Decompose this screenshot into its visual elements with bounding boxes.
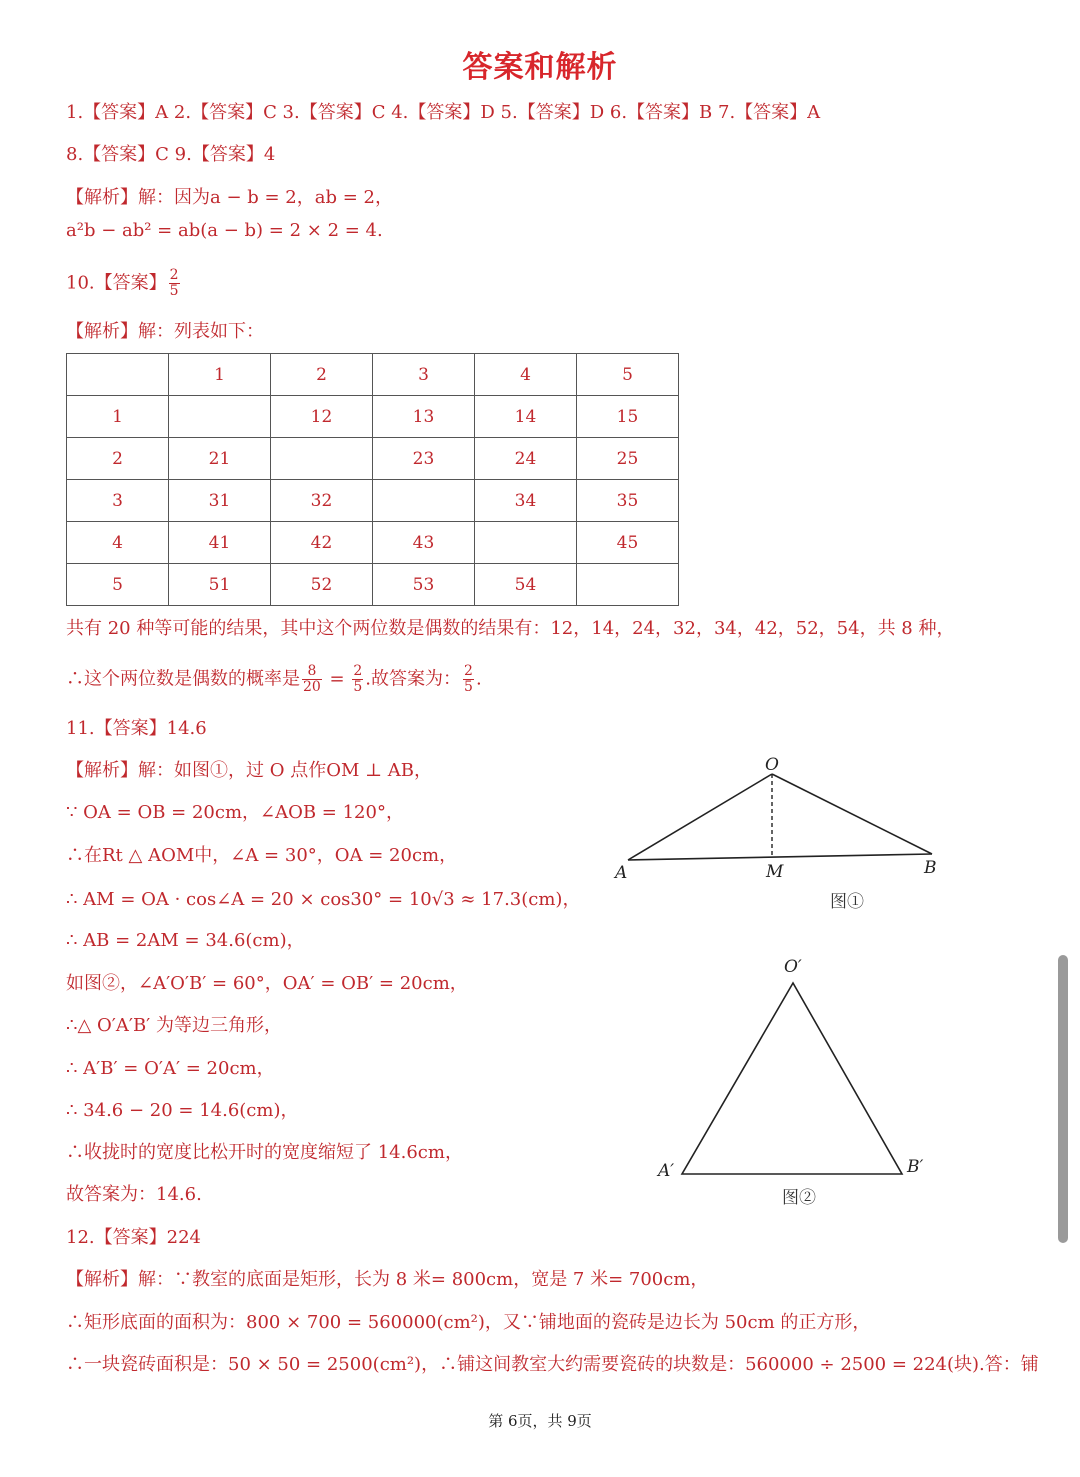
page-title: 答案和解析 (462, 50, 618, 85)
label-a: A (615, 863, 628, 883)
fraction-numerator: 8 (302, 664, 322, 680)
table-cell: 1 (67, 396, 169, 438)
segment-ab (628, 854, 932, 860)
fraction-denominator: 20 (303, 679, 321, 695)
table-cell: 1 (169, 354, 271, 396)
fraction-numerator: 2 (353, 663, 363, 679)
analysis-11-l3: ∴在Rt △ AOM中，∠A = 30°，OA = 20cm， (66, 845, 458, 866)
label-b: B (924, 858, 937, 878)
analysis-11-l9: ∴ 34.6 − 20 = 14.6(cm)， (66, 1100, 299, 1121)
table-cell (169, 396, 271, 438)
table-cell: 14 (475, 396, 577, 438)
analysis-11-l4: ∴ AM = OA · cos∠A = 20 × cos30° = 10√3 ≈ 17.3(cm)， (66, 889, 581, 910)
table-cell: 53 (373, 564, 475, 606)
label-a-prime: A′ (658, 1161, 675, 1181)
table-row (67, 396, 679, 438)
table-cell: 3 (67, 480, 169, 522)
table-cell: 5 (67, 564, 169, 606)
analysis-11-l11: 故答案为：14.6. (66, 1184, 202, 1205)
analysis-12-l2: ∴矩形底面的面积为：800 × 700 = 560000(cm²)，又∵铺地面的瓷砖是边长为 50cm 的正方形， (66, 1312, 871, 1333)
table-cell: 41 (169, 522, 271, 564)
table-row (67, 564, 679, 606)
analysis-9-formula: a²b − ab² = ab(a − b) = 2 × 2 = 4. (66, 220, 383, 241)
fraction-denominator: 5 (464, 679, 473, 695)
table-row (67, 480, 679, 522)
answer-10 (66, 268, 182, 299)
analysis-11-l7: ∴△ O′A′B′ 为等边三角形， (66, 1015, 282, 1036)
period: . (475, 668, 482, 690)
answer-12: 12.【答案】224 (66, 1227, 201, 1248)
answer-11: 11.【答案】14.6 (66, 718, 207, 739)
figure-1-diagram (600, 750, 960, 920)
analysis-10: 【解析】解：列表如下： (66, 321, 264, 342)
table-cell: 51 (169, 564, 271, 606)
table-cell: 24 (475, 438, 577, 480)
table-cell: 4 (475, 354, 577, 396)
analysis-11-l1: 【解析】解：如图①，过 O 点作OM ⊥ AB， (66, 760, 432, 781)
probability-fraction-1 (302, 664, 322, 695)
fraction-denominator: 5 (169, 283, 179, 299)
table-cell: 2 (271, 354, 373, 396)
table-cell: 43 (373, 522, 475, 564)
answers-1-7: 1.【答案】A 2.【答案】C 3.【答案】C 4.【答案】D 5.【答案】D 6.【答案】B 7.【答案】A (66, 102, 821, 123)
table-cell: 42 (271, 522, 373, 564)
table-cell: 4 (67, 522, 169, 564)
table-row (67, 438, 679, 480)
segment-ob (772, 774, 932, 854)
label-m: M (766, 862, 784, 882)
vertical-scrollbar[interactable] (1058, 955, 1068, 1243)
triangle-oab (682, 983, 902, 1174)
table-cell: 32 (271, 480, 373, 522)
label-b-prime: B′ (907, 1157, 924, 1177)
table-cell: 15 (577, 396, 679, 438)
fraction-denominator: 5 (353, 679, 363, 695)
figure-2-diagram (650, 950, 940, 1215)
table-cell: 13 (373, 396, 475, 438)
probability-fraction-3 (463, 664, 474, 695)
outcome-table (66, 353, 679, 606)
label-o: O (765, 755, 779, 775)
analysis-9: 【解析】解：因为a − b = 2，ab = 2， (66, 187, 393, 208)
table-cell: 35 (577, 480, 679, 522)
probability-fraction-2 (352, 664, 363, 695)
table-cell (271, 438, 373, 480)
equals-sign: = (323, 668, 351, 690)
analysis-10-probability (66, 664, 482, 695)
analysis-11-l8: ∴ A′B′ = O′A′ = 20cm， (66, 1058, 275, 1079)
analysis-11-l6: 如图②，∠A′O′B′ = 60°，OA′ = OB′ = 20cm， (66, 973, 468, 994)
analysis-11-l5: ∴ AB = 2AM = 34.6(cm)， (66, 930, 305, 951)
table-row (67, 522, 679, 564)
table-cell: 2 (67, 438, 169, 480)
analysis-12-l3: ∴一块瓷砖面积是：50 × 50 = 2500(cm²)，∴铺这间教室大约需要瓷砖的块数是：560000 ÷ 2500 = 224(块).答：铺 (66, 1354, 1039, 1375)
analysis-12-l1: 【解析】解：∵教室的底面是矩形，长为 8 米= 800cm，宽是 7 米= 700cm， (66, 1269, 709, 1290)
segment-oa (628, 774, 772, 860)
answer-text: .故答案为： (365, 668, 462, 690)
answer-10-label: 10.【答案】 (66, 272, 167, 294)
table-cell (577, 564, 679, 606)
table-cell: 25 (577, 438, 679, 480)
analysis-11-l10: ∴收拢时的宽度比松开时的宽度缩短了 14.6cm， (66, 1142, 463, 1163)
fraction-numerator: 2 (464, 663, 473, 679)
analysis-11-l2: ∵ OA = OB = 20cm，∠AOB = 120°， (66, 802, 404, 823)
table-cell: 21 (169, 438, 271, 480)
table-header-row (67, 354, 679, 396)
page-footer: 第 6页，共 9页 (488, 1412, 592, 1430)
probability-text: ∴这个两位数是偶数的概率是 (66, 668, 300, 690)
table-cell: 31 (169, 480, 271, 522)
table-cell: 12 (271, 396, 373, 438)
table-cell: 23 (373, 438, 475, 480)
table-cell (67, 354, 169, 396)
label-o-prime: O′ (784, 957, 802, 977)
analysis-10-results: 共有 20 种等可能的结果，其中这个两位数是偶数的结果有：12，14，24，32，34，42，52，54，共 8 种， (66, 618, 955, 639)
table-cell: 3 (373, 354, 475, 396)
answer-10-fraction (169, 268, 180, 299)
table-cell: 54 (475, 564, 577, 606)
figure-1-caption: 图① (830, 892, 864, 912)
table-cell: 34 (475, 480, 577, 522)
table-cell: 52 (271, 564, 373, 606)
figure-2-caption: 图② (782, 1188, 816, 1208)
fraction-numerator: 2 (169, 267, 179, 283)
table-cell: 5 (577, 354, 679, 396)
table-cell (373, 480, 475, 522)
table-cell: 45 (577, 522, 679, 564)
answers-8-9: 8.【答案】C 9.【答案】4 (66, 144, 276, 165)
table-cell (475, 522, 577, 564)
